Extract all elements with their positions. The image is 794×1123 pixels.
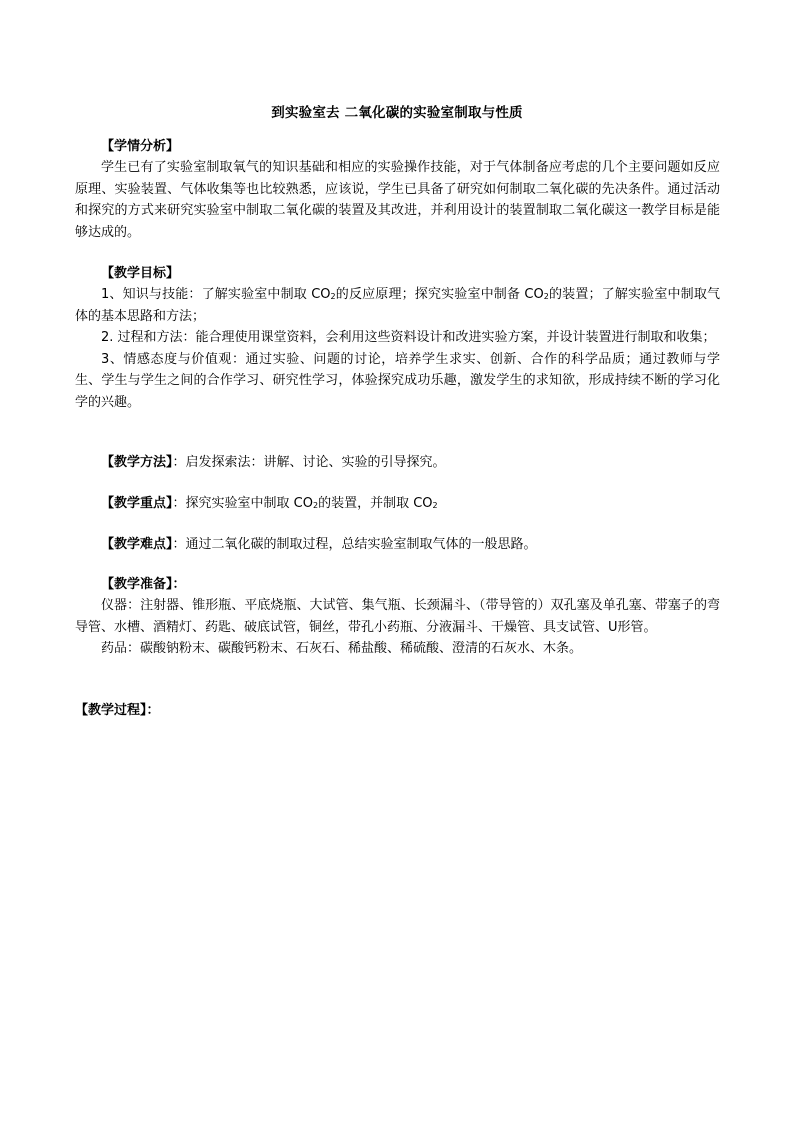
goal-item-1-part-c: 的装置；了解实验室中制取气体的基本思路和方法； <box>75 287 720 324</box>
key-points-line <box>75 493 720 515</box>
section-preparation <box>75 574 720 660</box>
goal-item-1 <box>75 284 720 327</box>
preparation-heading: 【教学准备】： <box>101 577 186 592</box>
process-heading: 【教学过程】： <box>75 703 160 718</box>
preparation-instruments: 仪器：注射器、锥形瓶、平底烧瓶、大试管、集气瓶、长颈漏斗、（带导管的）双孔塞及单孔塞、带塞子的弯导管、水槽、酒精灯、药匙、破底试管，铜丝，带孔小药瓶、分液漏斗、干燥管、具支试管、U形管。 <box>75 598 720 635</box>
goal-item-2: 2. 过程和方法：能合理使用课堂资料，会利用这些资料设计和改进实验方案，并设计装置进行制取和收集； <box>101 330 716 345</box>
section-goals <box>75 263 720 413</box>
difficulty-heading: 【教学难点】 <box>101 537 173 552</box>
section-difficulty <box>75 534 720 556</box>
analysis-text: 学生已有了实验室制取氧气的知识基础和相应的实验操作技能，对于气体制备应考虑的几个主要问题如反应原理、实验装置、气体收集等也比较熟悉，应该说，学生已具备了研究如何制取二氧化碳的先决条件。通过活动和探究的方式来研究实验室中制取二氧化碳的装置及其改进，并利用设计的装置制取二氧化碳这一教学目标是能够达成的。 <box>75 160 720 240</box>
co2-subscript: 2 <box>432 501 438 510</box>
method-line <box>75 452 720 474</box>
preparation-reagents: 药品：碳酸钠粉末、碳酸钙粉末、石灰石、稀盐酸、稀硫酸、澄清的石灰水、木条。 <box>101 641 583 656</box>
goal-item-3: 3、情感态度与价值观：通过实验、问题的讨论，培养学生求实、创新、合作的科学品质；通过教师与学生、学生与学生之间的合作学习、研究性学习，体验探究成功乐趣，激发学生的求知欲，形成持续不断的学习化学的兴趣。 <box>75 351 720 410</box>
section-method <box>75 452 720 474</box>
goal-item-1-part-b: 的反应原理；探究实验室中制备 CO <box>335 287 544 302</box>
key-points-heading: 【教学重点】 <box>101 496 173 511</box>
key-points-text-b: 的装置，并制取 CO <box>318 496 433 511</box>
section-process <box>75 700 720 721</box>
co2-subscript: 2 <box>543 292 549 301</box>
goal-item-1-part-a: 1、知识与技能：了解实验室中制取 CO <box>101 287 331 302</box>
co2-subscript: 2 <box>312 501 319 510</box>
method-heading: 【教学方法】 <box>101 455 173 470</box>
section-analysis <box>75 136 720 243</box>
document-title: 到实验室去 二氧化碳的实验室制取与性质 <box>271 105 523 121</box>
difficulty-line <box>75 534 720 556</box>
goals-heading: 【教学目标】 <box>101 266 180 281</box>
analysis-heading: 【学情分析】 <box>101 139 180 154</box>
co2-subscript: 2 <box>330 292 336 301</box>
method-text: ：启发探索法：讲解、讨论、实验的引导探究。 <box>172 455 446 470</box>
section-key-points <box>75 493 720 515</box>
difficulty-text: ：通过二氧化碳的制取过程，总结实验室制取气体的一般思路。 <box>172 537 537 552</box>
key-points-text-a: ：探究实验室中制取 CO <box>172 496 313 511</box>
